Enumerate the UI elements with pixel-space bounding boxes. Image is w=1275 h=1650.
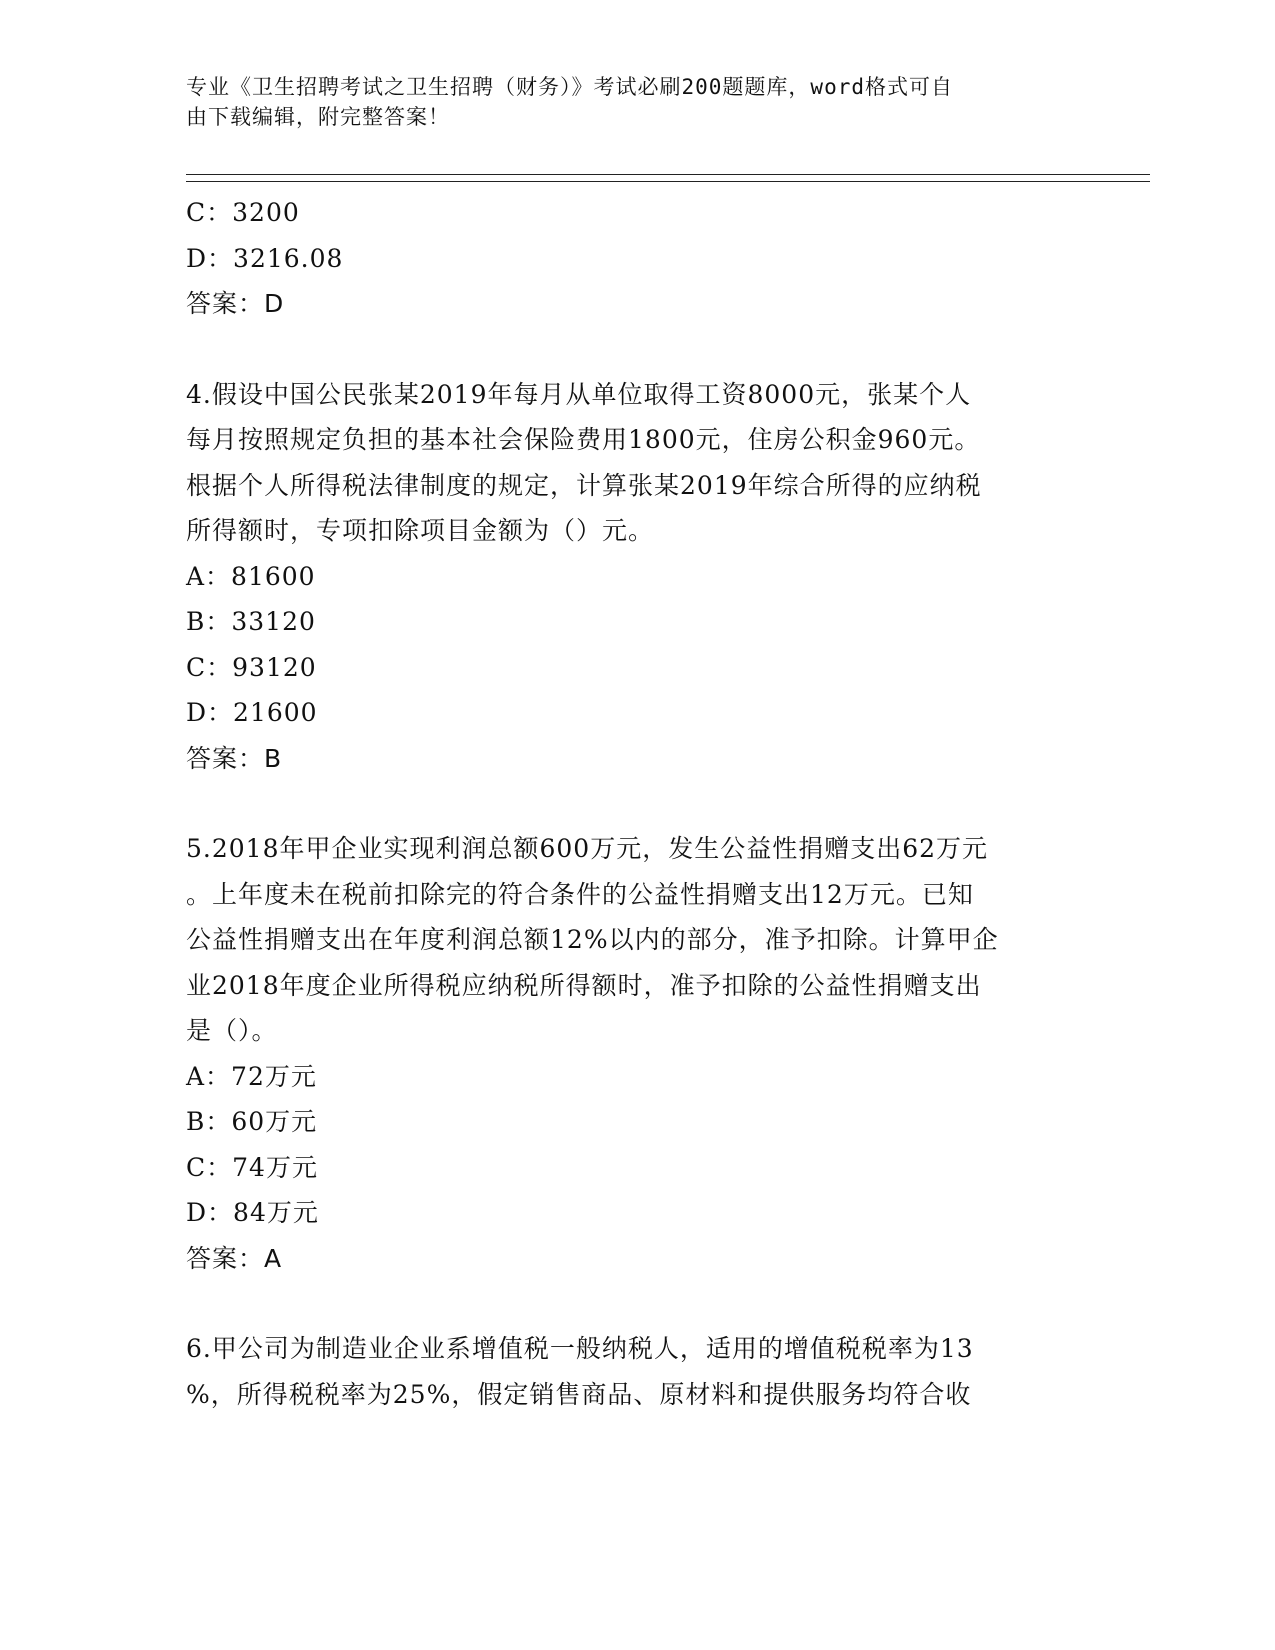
answer-line: 答案：D (186, 289, 285, 318)
question-stem-line: 每月按照规定负担的基本社会保险费用1800元，住房公积金960元。 (186, 425, 981, 454)
question-stem-line: 5.2018年甲企业实现利润总额600万元，发生公益性捐赠支出62万元 (186, 834, 989, 863)
question-stem-line: 所得额时，专项扣除项目金额为（）元。 (186, 516, 655, 545)
option-c: C：3200 (186, 198, 300, 227)
option-c: C：93120 (186, 652, 317, 682)
header-line-2: 由下载编辑，附完整答案！ (186, 105, 450, 129)
question-stem-line: 根据个人所得税法律制度的规定，计算张某2019年综合所得的应纳税 (186, 470, 982, 500)
option-c: C：74万元 (186, 1152, 318, 1182)
question-stem-line: 公益性捐赠支出在年度利润总额12%以内的部分，准予扣除。计算甲企 (186, 925, 999, 954)
question-stem-line: 6.甲公司为制造业企业系增值税一般纳税人，适用的增值税税率为13 (186, 1334, 974, 1363)
question-stem-line: 业2018年度企业所得税应纳税所得额时，准予扣除的公益性捐赠支出 (186, 970, 982, 1000)
option-d: D：84万元 (186, 1198, 319, 1227)
question-3-tail (186, 190, 1086, 327)
question-6 (186, 1326, 1086, 1417)
answer-line: 答案：A (186, 1243, 283, 1273)
question-stem-line: 4.假设中国公民张某2019年每月从单位取得工资8000元，张某个人 (186, 379, 972, 409)
question-stem-line: 。上年度未在税前扣除完的符合条件的公益性捐赠支出12万元。已知 (186, 879, 974, 909)
question-4 (186, 372, 1086, 782)
option-d: D：21600 (186, 698, 318, 727)
document-body (186, 190, 1086, 1417)
option-b: B：60万元 (186, 1107, 318, 1136)
document-header (186, 72, 1066, 132)
option-a: A：81600 (186, 561, 316, 591)
answer-line: 答案：B (186, 743, 283, 773)
option-b: B：33120 (186, 607, 316, 636)
header-line-1: 专业《卫生招聘考试之卫生招聘（财务）》考试必刷200题题库，word格式可自 (186, 75, 953, 99)
question-stem-line: 是（）。 (186, 1016, 278, 1045)
option-a: A：72万元 (186, 1061, 317, 1091)
header-rule-top (186, 174, 1150, 175)
question-5 (186, 826, 1086, 1281)
question-stem-line: %，所得税税率为25%，假定销售商品、原材料和提供服务均符合收 (186, 1379, 972, 1409)
option-d: D：3216.08 (186, 243, 344, 273)
header-rule-bottom (186, 181, 1150, 182)
